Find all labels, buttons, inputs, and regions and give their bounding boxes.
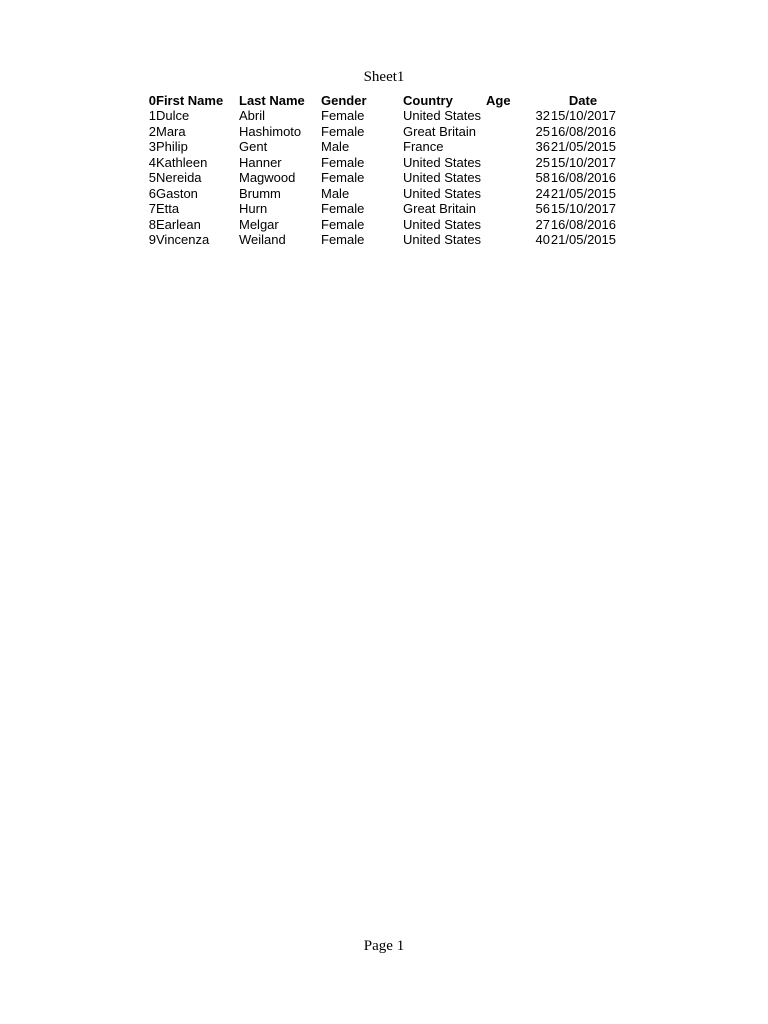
cell-gender: Male — [321, 139, 350, 155]
cell-date: 15/10/2017 — [550, 108, 616, 124]
cell-gender: Female — [321, 123, 365, 139]
cell-country: United States — [403, 170, 482, 186]
cell-date: 21/05/2015 — [550, 185, 616, 201]
cell-country: United States — [403, 232, 482, 248]
cell-index: 4 — [148, 154, 156, 170]
table-row — [144, 232, 616, 248]
cell-country: United States — [403, 108, 482, 124]
data-table — [144, 92, 616, 248]
cell-last-name: Hanner — [239, 154, 282, 170]
cell-age: 58 — [535, 170, 550, 186]
cell-age: 27 — [535, 216, 550, 232]
table-row — [144, 124, 616, 140]
cell-gender: Female — [321, 108, 365, 124]
cell-country: France — [403, 139, 444, 155]
table-body — [144, 108, 616, 248]
cell-date: 21/05/2015 — [550, 232, 616, 248]
cell-index: 9 — [148, 232, 156, 248]
table-row — [144, 139, 616, 155]
cell-gender: Female — [321, 201, 365, 217]
cell-date: 16/08/2016 — [550, 170, 616, 186]
cell-last-name: Brumm — [239, 185, 281, 201]
cell-gender: Male — [321, 185, 350, 201]
cell-index: 5 — [148, 170, 156, 186]
cell-index: 6 — [148, 185, 156, 201]
cell-first-name: Nereida — [156, 170, 202, 186]
header-index: 0 — [148, 92, 156, 108]
header-country: Country — [403, 92, 453, 108]
table-row — [144, 170, 616, 186]
cell-date: 15/10/2017 — [550, 201, 616, 217]
cell-gender: Female — [321, 154, 365, 170]
cell-last-name: Hashimoto — [239, 123, 302, 139]
page-footer: Page 1 — [363, 938, 405, 954]
cell-index: 2 — [148, 123, 156, 139]
cell-age: 25 — [535, 154, 550, 170]
cell-country: United States — [403, 154, 482, 170]
cell-last-name: Gent — [239, 139, 268, 155]
cell-gender: Female — [321, 170, 365, 186]
header-first-name: First Name — [156, 92, 224, 108]
cell-age: 24 — [535, 185, 550, 201]
cell-date: 16/08/2016 — [550, 123, 616, 139]
cell-date: 21/05/2015 — [550, 139, 616, 155]
cell-last-name: Weiland — [239, 232, 286, 248]
header-age: Age — [486, 92, 511, 108]
cell-first-name: Etta — [156, 201, 180, 217]
table-row — [144, 217, 616, 233]
header-gender: Gender — [321, 92, 367, 108]
cell-age: 36 — [535, 139, 550, 155]
table-row — [144, 155, 616, 171]
cell-age: 25 — [535, 123, 550, 139]
cell-index: 1 — [148, 108, 156, 124]
cell-country: United States — [403, 216, 482, 232]
table-header-row — [144, 92, 616, 108]
cell-first-name: Kathleen — [156, 154, 208, 170]
cell-index: 8 — [148, 216, 156, 232]
cell-first-name: Gaston — [156, 185, 198, 201]
cell-first-name: Dulce — [156, 108, 190, 124]
cell-age: 56 — [535, 201, 550, 217]
cell-country: Great Britain — [403, 123, 476, 139]
cell-country: United States — [403, 185, 482, 201]
cell-first-name: Earlean — [156, 216, 201, 232]
cell-last-name: Abril — [239, 108, 266, 124]
header-date: Date — [568, 92, 598, 108]
table-row — [144, 186, 616, 202]
header-last-name: Last Name — [239, 92, 305, 108]
cell-index: 3 — [148, 139, 156, 155]
table-row — [144, 201, 616, 217]
cell-date: 15/10/2017 — [550, 154, 616, 170]
cell-country: Great Britain — [403, 201, 476, 217]
cell-first-name: Mara — [156, 123, 186, 139]
cell-age: 40 — [535, 232, 550, 248]
cell-last-name: Magwood — [239, 170, 296, 186]
cell-first-name: Philip — [156, 139, 188, 155]
cell-gender: Female — [321, 216, 365, 232]
cell-last-name: Melgar — [239, 216, 279, 232]
cell-age: 32 — [535, 108, 550, 124]
cell-index: 7 — [148, 201, 156, 217]
cell-gender: Female — [321, 232, 365, 248]
cell-first-name: Vincenza — [156, 232, 210, 248]
cell-date: 16/08/2016 — [550, 216, 616, 232]
cell-last-name: Hurn — [239, 201, 268, 217]
sheet-title: Sheet1 — [363, 69, 405, 85]
table-row — [144, 108, 616, 124]
